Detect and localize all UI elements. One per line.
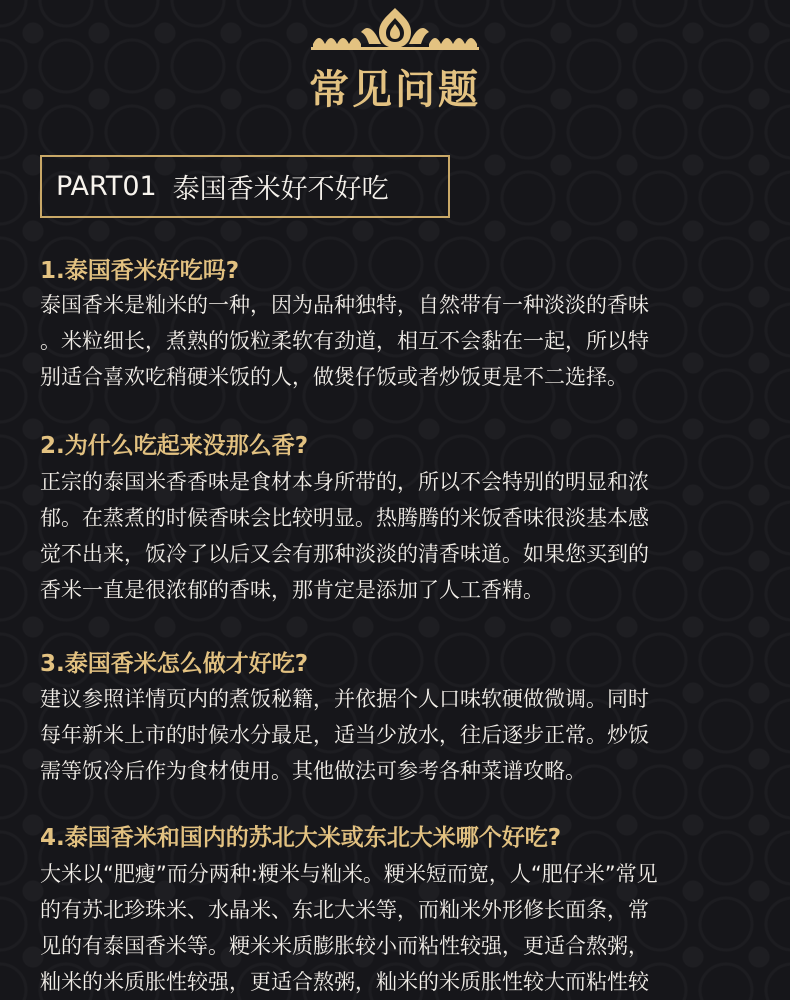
faq-question-1: 1.泰国香米好吃吗?	[40, 258, 240, 284]
faq-question-3: 3.泰国香米怎么做才好吃?	[40, 651, 309, 677]
faq-answer-2: 正宗的泰国米香香味是食材本身所带的，所以不会特别的明显和浓 郁。在蒸煮的时候香味会比较明显。热腾腾的米饭香味很淡基本感 觉不出来，饭冷了以后又会有那种淡淡的清香味道。如果您买到的 香米一直是很浓郁的香味，那肯定是添加了人工香精。	[40, 470, 649, 602]
page-title: 常见问题	[309, 67, 481, 113]
ornament-icon	[309, 6, 481, 52]
part-heading	[40, 155, 450, 218]
faq-question-4: 4.泰国香米和国内的苏北大米或东北大米哪个好吃?	[40, 825, 562, 851]
faq-answer-3: 建议参照详情页内的煮饭秘籍，并依据个人口味软硬做微调。同时 每年新米上市的时候水分最足，适当少放水，往后逐步正常。炒饭 需等饭冷后作为食材使用。其他做法可参考各种菜谱攻略。	[40, 687, 649, 783]
part-label: PART01	[56, 171, 157, 202]
faq-answer-1: 泰国香米是籼米的一种，因为品种独特，自然带有一种淡淡的香味 。米粒细长，煮熟的饭粒柔软有劲道，相互不会黏在一起，所以特 别适合喜欢吃稍硬米饭的人，做煲仔饭或者炒饭更是不二选择。	[40, 293, 649, 389]
faq-question-2: 2.为什么吃起来没那么香?	[40, 433, 309, 459]
faq-answer-4: 大米以“肥瘦”而分两种:粳米与籼米。粳米短而宽，人“肥仔米”常见 的有苏北珍珠米、水晶米、东北大米等，而籼米外形修长面条，常 见的有泰国香米等。粳米米质膨胀较小而粘性较强，更适合熬粥， 籼米的米质胀性较强，更适合熬粥，籼米的米质胀性较大而粘性较	[40, 862, 658, 994]
part-title: 泰国香米好不好吃	[172, 174, 389, 205]
